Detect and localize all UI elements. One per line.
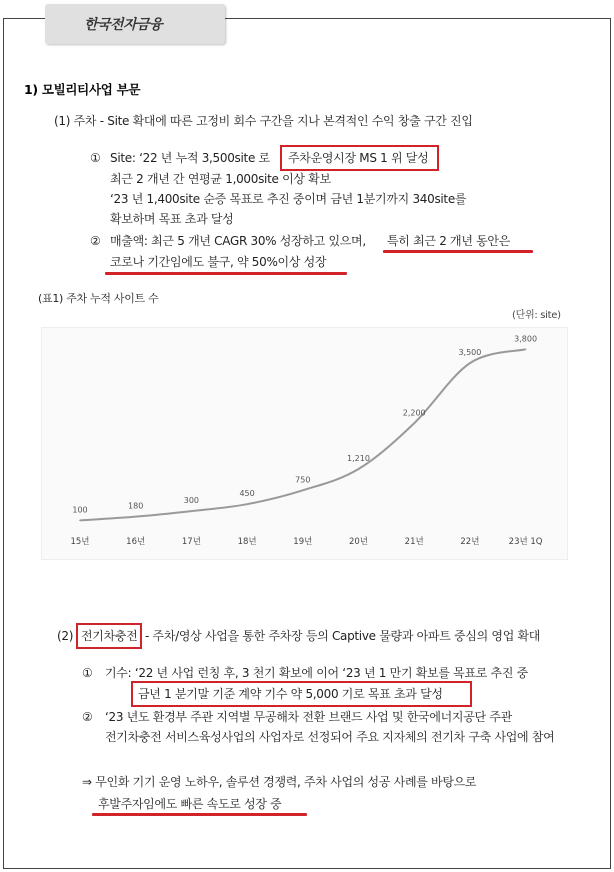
data-label: 450 [239, 489, 255, 499]
x-tick-label: 22년 [460, 537, 480, 547]
data-point [525, 348, 527, 350]
x-tick-label: 23년 1Q [508, 537, 543, 547]
item2-point1-line1: 기수: ‘22 년 사업 런칭 후, 3 천기 확보에 이어 ‘23 년 1 만기 확보를 목표로 추진 중 [105, 666, 528, 680]
parking-sites-line-chart [42, 328, 569, 561]
highlight-box-parking-ms [280, 145, 439, 171]
item2-point1-highlight: 금년 1 분기말 기준 계약 기수 약 5,000 기로 목표 초과 달성 [138, 687, 443, 701]
conclusion-line2: 후발주자임에도 빠른 속도로 성장 중 [98, 797, 282, 811]
x-tick-label: 18년 [237, 537, 257, 547]
data-point [469, 362, 471, 364]
data-point [191, 510, 193, 512]
data-label: 300 [183, 496, 200, 506]
data-label: 3,800 [514, 334, 538, 344]
item1-heading: (1) 주차 - Site 확대에 따른 고정비 회수 구간을 지나 본격적인 수익 창출 구간 진입 [54, 114, 473, 128]
item2-point2-marker: ② [82, 710, 93, 724]
item1-point2-line1: 매출액: 최근 5 개년 CAGR 30% 성장하고 있으며, [110, 234, 366, 248]
chart-area [41, 327, 568, 560]
item1-point1-highlight: 주차운영시장 MS 1 위 달성 [288, 151, 429, 165]
data-label: 180 [128, 501, 144, 511]
data-label: 100 [72, 505, 88, 515]
x-tick-label: 15년 [70, 537, 90, 547]
data-label: 1,210 [347, 454, 370, 464]
item1-point2-emphasis: 특히 최근 2 개년 동안은 [387, 234, 511, 248]
item2-point1-marker: ① [82, 666, 93, 680]
item1-point1-line4: 확보하며 목표 초과 달성 [110, 212, 234, 226]
data-point [358, 468, 360, 470]
item1-point2-line2: 코로나 기간임에도 불구, 약 50%이상 성장 [110, 255, 327, 269]
item1-point1-line3: ‘23 년 1,400site 순증 목표로 추진 중이며 금년 1분기까지 340site를 [110, 192, 467, 206]
series-line [80, 349, 526, 520]
item2-point2-line2: 전기차충전 서비스육성사업의 사업자로 선정되어 주요 지자체의 전기차 구축 사업에 참여 [105, 730, 555, 744]
item2-point2-line1: ‘23 년도 환경부 주관 지역별 무공해차 전환 브랜드 사업 및 한국에너지공단 주관 [105, 710, 512, 724]
highlight-box-contract-target [131, 681, 472, 707]
x-tick-label: 19년 [293, 537, 313, 547]
item1-point1-line2: 최근 2 개년 간 연평균 1,000site 이상 확보 [110, 172, 331, 186]
underline-fast-growth [92, 813, 307, 816]
item1-point2-marker: ② [90, 234, 101, 248]
data-point [246, 503, 248, 505]
item2-heading-rest: - 주차/영상 사업을 통한 주차장 등의 Captive 물량과 아파트 중심의 영업 확대 [145, 629, 541, 643]
chart-unit: (단위: site) [512, 310, 561, 321]
highlight-box-ev-charging [76, 623, 142, 649]
x-tick-label: 21년 [404, 537, 424, 547]
item1-point1-line1: Site: ‘22 년 누적 3,500site 로 [110, 151, 270, 165]
data-point [135, 516, 137, 518]
item2-heading-number: (2) [57, 629, 74, 643]
data-label: 2,200 [402, 408, 426, 418]
section-title: 1) 모빌리티사업 부문 [24, 82, 141, 97]
data-label: 3,500 [458, 348, 482, 358]
underline-recent-two-years [383, 250, 533, 253]
data-label: 750 [295, 475, 311, 485]
underline-covid-growth [105, 272, 347, 275]
data-point [413, 422, 415, 424]
conclusion-line1: ⇒ 무인화 기기 운영 노하우, 솔루션 경쟁력, 주차 사업의 성공 사례를 바탕으로 [82, 775, 477, 789]
x-tick-label: 20년 [348, 537, 369, 547]
chart-caption: (표1) 주차 누적 사이트 수 [38, 292, 159, 305]
item2-heading-highlight: 전기차충전 [81, 629, 138, 643]
x-tick-label: 16년 [126, 537, 146, 547]
item1-point1-marker: ① [90, 151, 101, 165]
x-tick-label: 17년 [181, 537, 201, 547]
data-point [79, 520, 81, 522]
data-point [302, 490, 304, 492]
header-tab-label: 한국전자금융 [84, 17, 163, 33]
